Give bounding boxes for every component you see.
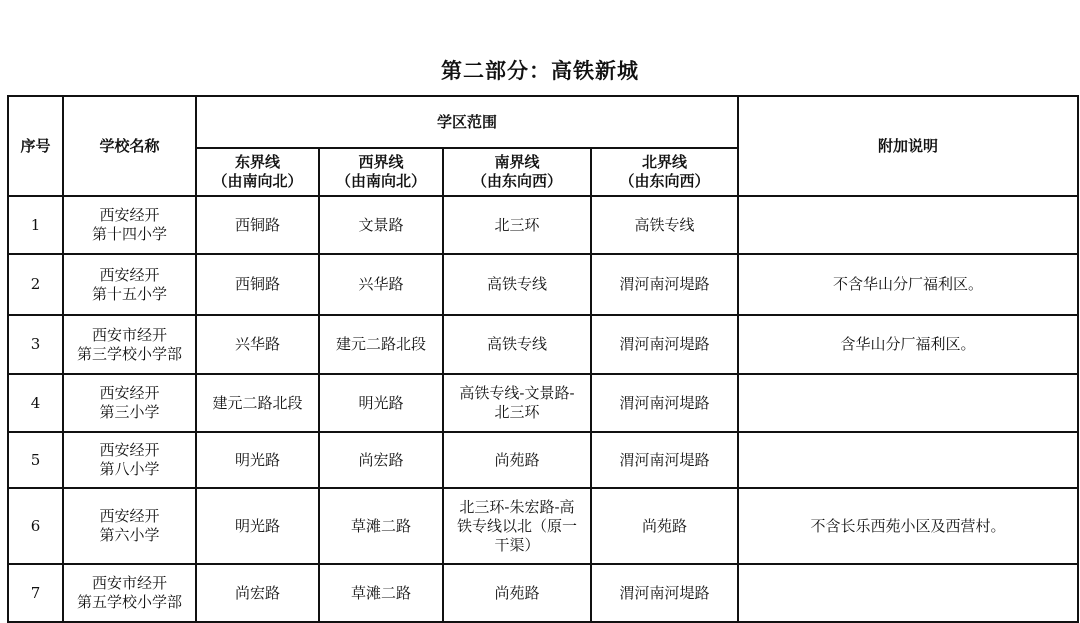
- cell-south: 高铁专线-文景路- 北三环: [443, 374, 591, 432]
- cell-south: 北三环: [443, 196, 591, 254]
- header-note: 附加说明: [738, 96, 1078, 196]
- cell-west: 明光路: [319, 374, 443, 432]
- cell-school: 西安经开 第三小学: [63, 374, 196, 432]
- cell-south: 尚苑路: [443, 564, 591, 622]
- cell-north: 渭河南河堤路: [591, 374, 738, 432]
- cell-north: 渭河南河堤路: [591, 254, 738, 315]
- header-west: 西界线 （由南向北）: [319, 148, 443, 196]
- cell-west: 草滩二路: [319, 488, 443, 564]
- page-title: 第二部分：高铁新城: [441, 59, 639, 83]
- cell-school: 西安经开 第十五小学: [63, 254, 196, 315]
- table-row: [8, 564, 1078, 622]
- cell-north: 尚苑路: [591, 488, 738, 564]
- cell-east: 尚宏路: [196, 564, 319, 622]
- cell-school: 西安市经开 第三学校小学部: [63, 315, 196, 374]
- cell-note: 不含长乐西苑小区及西营村。: [738, 488, 1078, 564]
- cell-west: 文景路: [319, 196, 443, 254]
- cell-note: 含华山分厂福利区。: [738, 315, 1078, 374]
- header-east: 东界线 （由南向北）: [196, 148, 319, 196]
- cell-north: 高铁专线: [591, 196, 738, 254]
- cell-east: 明光路: [196, 488, 319, 564]
- cell-west: 草滩二路: [319, 564, 443, 622]
- cell-south: 北三环-朱宏路-高 铁专线以北（原一 干渠）: [443, 488, 591, 564]
- cell-index: 7: [8, 564, 63, 622]
- cell-index: 4: [8, 374, 63, 432]
- cell-note: [738, 196, 1078, 254]
- cell-school: 西安经开 第六小学: [63, 488, 196, 564]
- cell-east: 兴华路: [196, 315, 319, 374]
- school-zone-table: [7, 95, 1079, 623]
- cell-west: 尚宏路: [319, 432, 443, 488]
- cell-index: 6: [8, 488, 63, 564]
- cell-east: 明光路: [196, 432, 319, 488]
- cell-east: 建元二路北段: [196, 374, 319, 432]
- header-school: 学校名称: [63, 96, 196, 196]
- cell-index: 2: [8, 254, 63, 315]
- header-north: 北界线 （由东向西）: [591, 148, 738, 196]
- cell-north: 渭河南河堤路: [591, 564, 738, 622]
- table-row: [8, 432, 1078, 488]
- cell-index: 5: [8, 432, 63, 488]
- cell-index: 3: [8, 315, 63, 374]
- cell-note: [738, 374, 1078, 432]
- cell-south: 尚苑路: [443, 432, 591, 488]
- header-index: 序号: [8, 96, 63, 196]
- cell-school: 西安经开 第八小学: [63, 432, 196, 488]
- cell-index: 1: [8, 196, 63, 254]
- cell-school: 西安市经开 第五学校小学部: [63, 564, 196, 622]
- cell-east: 西铜路: [196, 254, 319, 315]
- cell-school: 西安经开 第十四小学: [63, 196, 196, 254]
- cell-west: 兴华路: [319, 254, 443, 315]
- cell-west: 建元二路北段: [319, 315, 443, 374]
- header-zone: 学区范围: [196, 96, 738, 148]
- cell-note: [738, 432, 1078, 488]
- table-row: [8, 374, 1078, 432]
- table-row: [8, 196, 1078, 254]
- table-row: [8, 488, 1078, 564]
- cell-note: [738, 564, 1078, 622]
- cell-north: 渭河南河堤路: [591, 315, 738, 374]
- cell-south: 高铁专线: [443, 254, 591, 315]
- cell-note: 不含华山分厂福利区。: [738, 254, 1078, 315]
- header-south: 南界线 （由东向西）: [443, 148, 591, 196]
- cell-south: 高铁专线: [443, 315, 591, 374]
- table-row: [8, 315, 1078, 374]
- table-row: [8, 254, 1078, 315]
- header-row-1: [8, 96, 1078, 148]
- cell-east: 西铜路: [196, 196, 319, 254]
- cell-north: 渭河南河堤路: [591, 432, 738, 488]
